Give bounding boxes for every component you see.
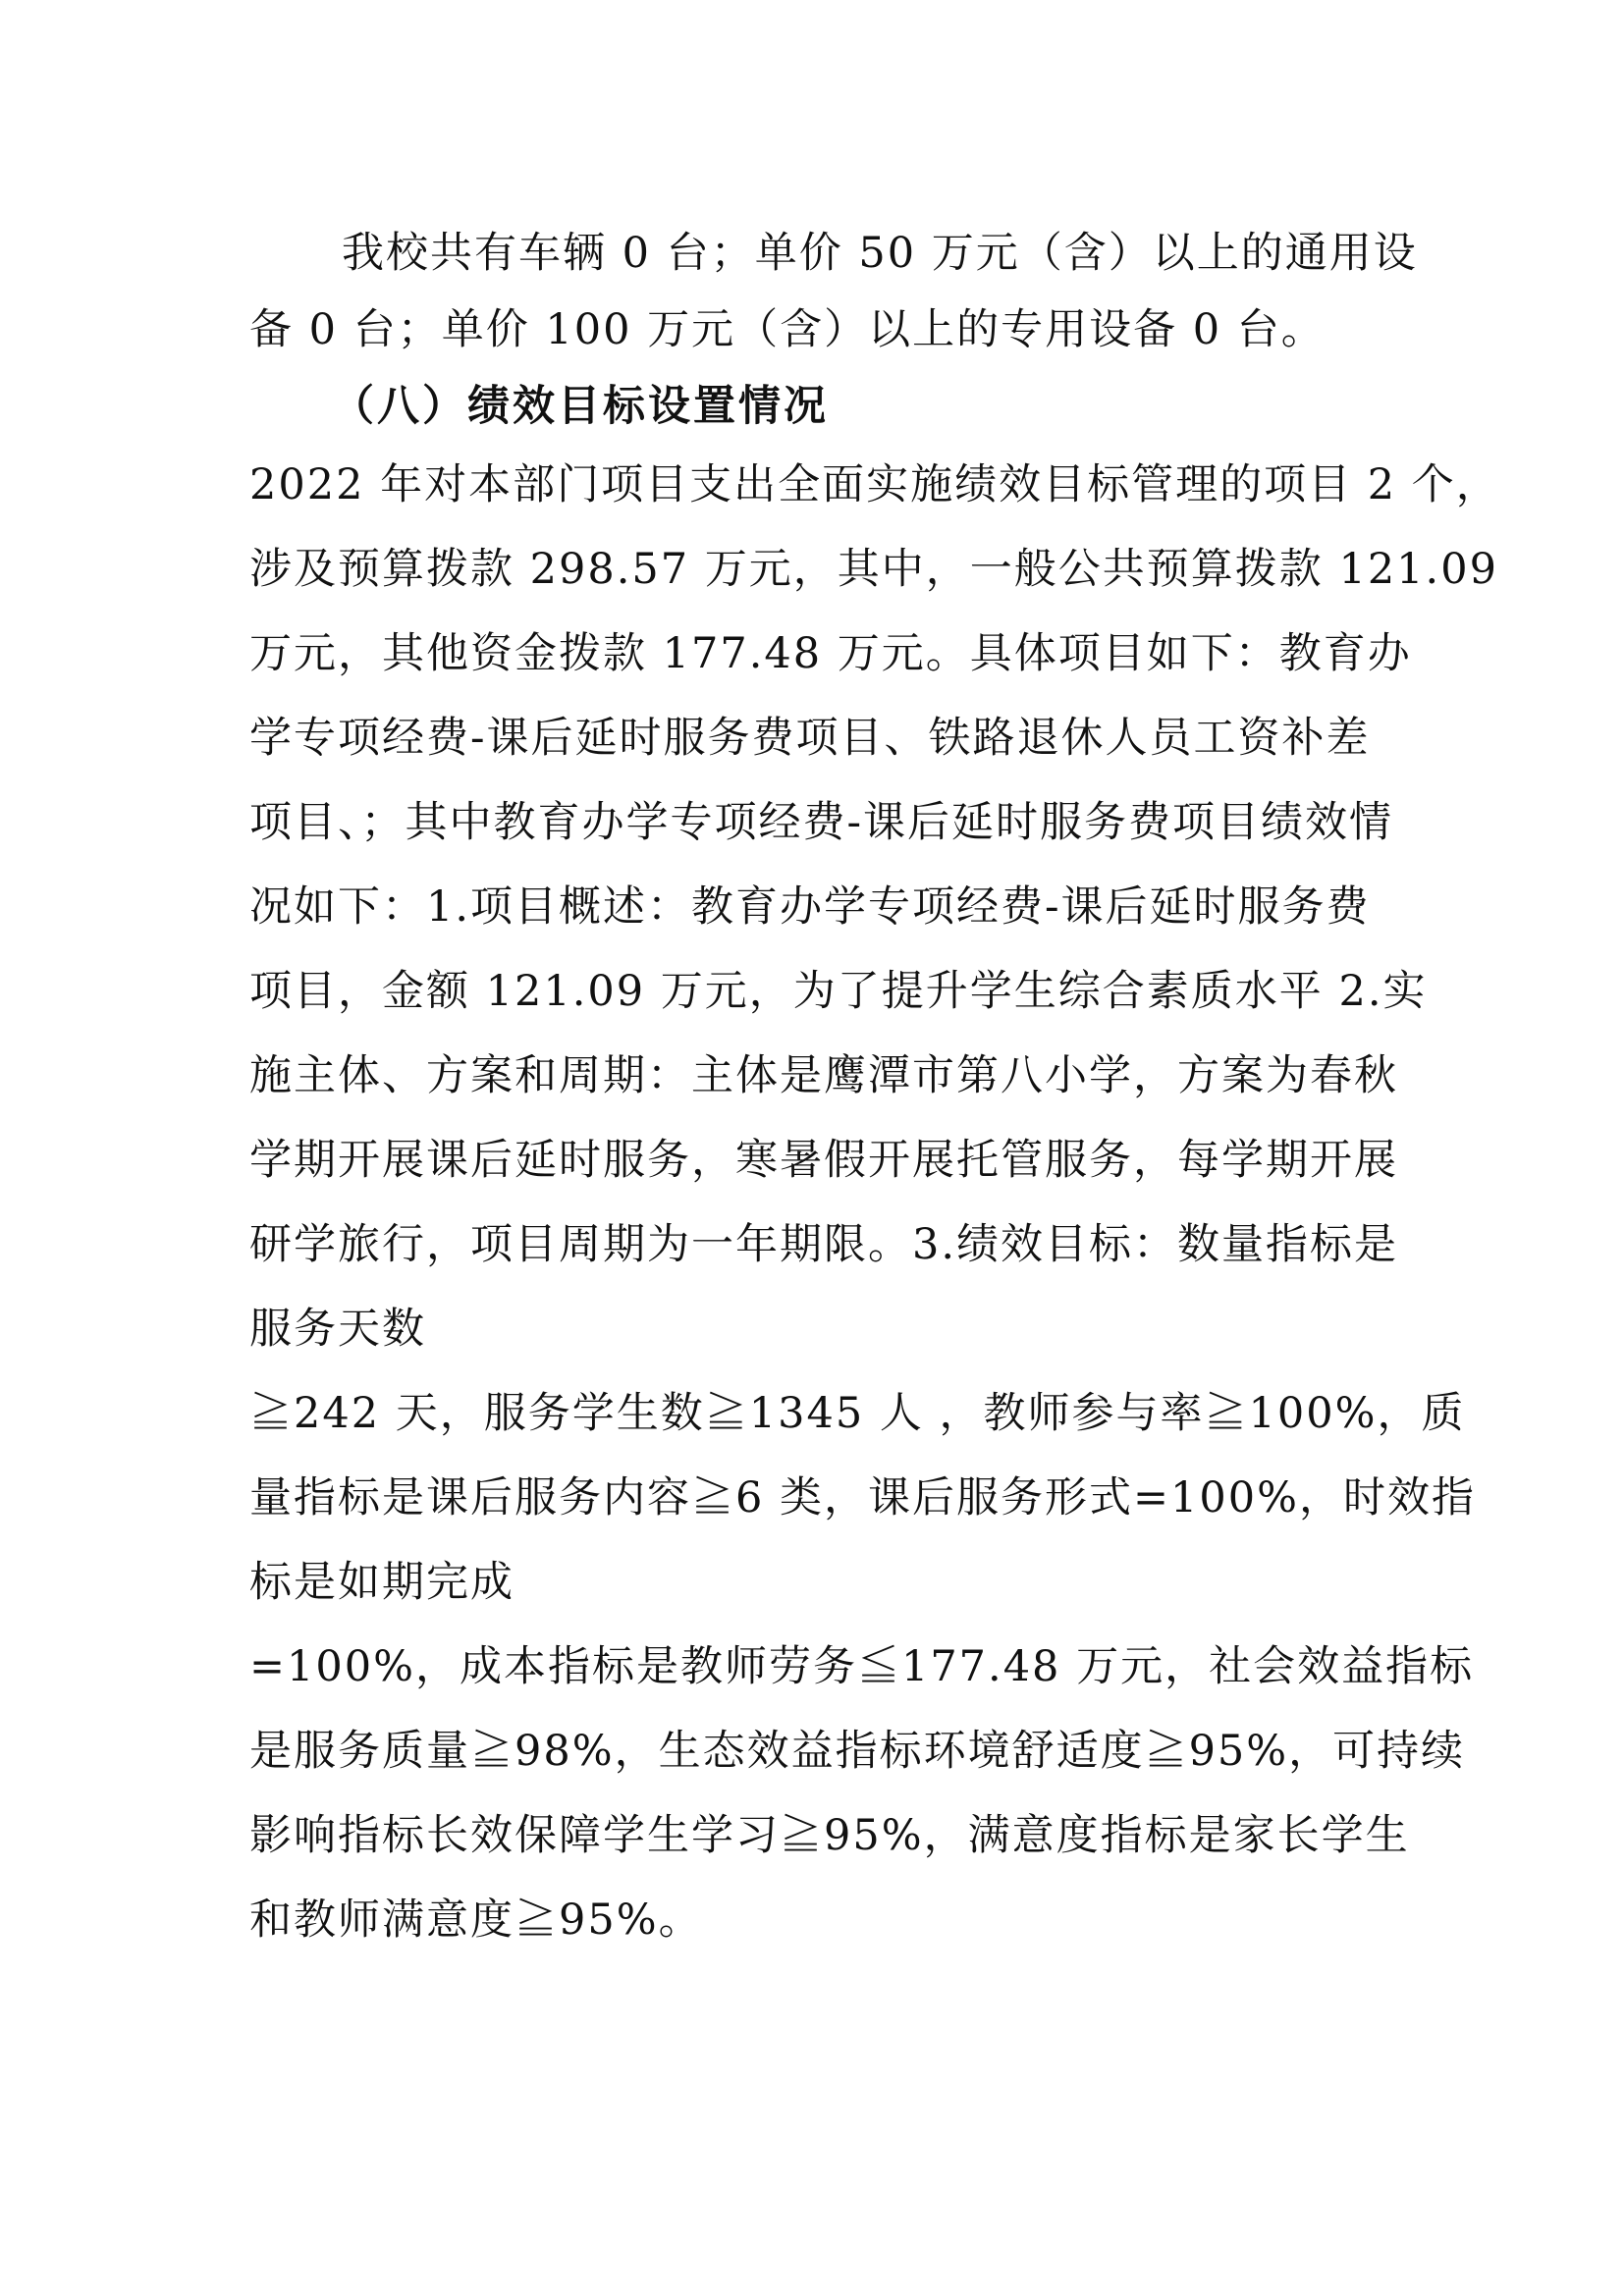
paragraph-line: ≧242 天，服务学生数≧1345 人 ，教师参与率≧100%，质: [249, 1389, 1466, 1438]
paragraph-vehicles-line-2: 备 0 台；单价 100 万元（含）以上的专用设备 0 台。: [249, 305, 1326, 354]
paragraph-line: 和教师满意度≧95%。: [249, 1896, 703, 1945]
paragraph-line: 影响指标长效保障学生学习≧95%，满意度指标是家长学生: [249, 1811, 1410, 1860]
paragraph-line: 量指标是课后服务内容≧6 类，课后服务形式=100%，时效指: [249, 1473, 1476, 1522]
paragraph-line: 万元，其他资金拨款 177.48 万元。具体项目如下：教育办: [249, 629, 1412, 678]
paragraph-line: 是服务质量≧98%，生态效益指标环境舒适度≧95%，可持续: [249, 1727, 1466, 1776]
paragraph-line: 研学旅行，项目周期为一年期限。3.绩效目标：数量指标是: [249, 1220, 1399, 1269]
paragraph-line: 施主体、方案和周期：主体是鹰潭市第八小学，方案为春秋: [249, 1051, 1398, 1100]
paragraph-line: 项目、；其中教育办学专项经费-课后延时服务费项目绩效情: [249, 798, 1394, 847]
paragraph-vehicles-line-1: 我校共有车辆 0 台；单价 50 万元（含）以上的通用设: [342, 229, 1418, 278]
paragraph-line: 况如下：1.项目概述：教育办学专项经费-课后延时服务费: [249, 882, 1371, 932]
paragraph-line: 学专项经费-课后延时服务费项目、铁路退休人员工资补差: [249, 714, 1371, 763]
paragraph-line: 学期开展课后延时服务，寒暑假开展托管服务，每学期开展: [249, 1136, 1398, 1185]
paragraph-line: 服务天数: [249, 1305, 426, 1354]
paragraph-line: 项目，金额 121.09 万元，为了提升学生综合素质水平 2.实: [249, 967, 1428, 1016]
paragraph-line: =100%，成本指标是教师劳务≦177.48 万元，社会效益指标: [249, 1642, 1475, 1691]
paragraph-line: 标是如期完成: [249, 1558, 514, 1607]
paragraph-line: 2022 年对本部门项目支出全面实施绩效目标管理的项目 2 个，: [249, 460, 1500, 509]
paragraph-line: 涉及预算拨款 298.57 万元，其中，一般公共预算拨款 121.09: [249, 545, 1498, 594]
section-heading: （八）绩效目标设置情况: [332, 382, 829, 431]
